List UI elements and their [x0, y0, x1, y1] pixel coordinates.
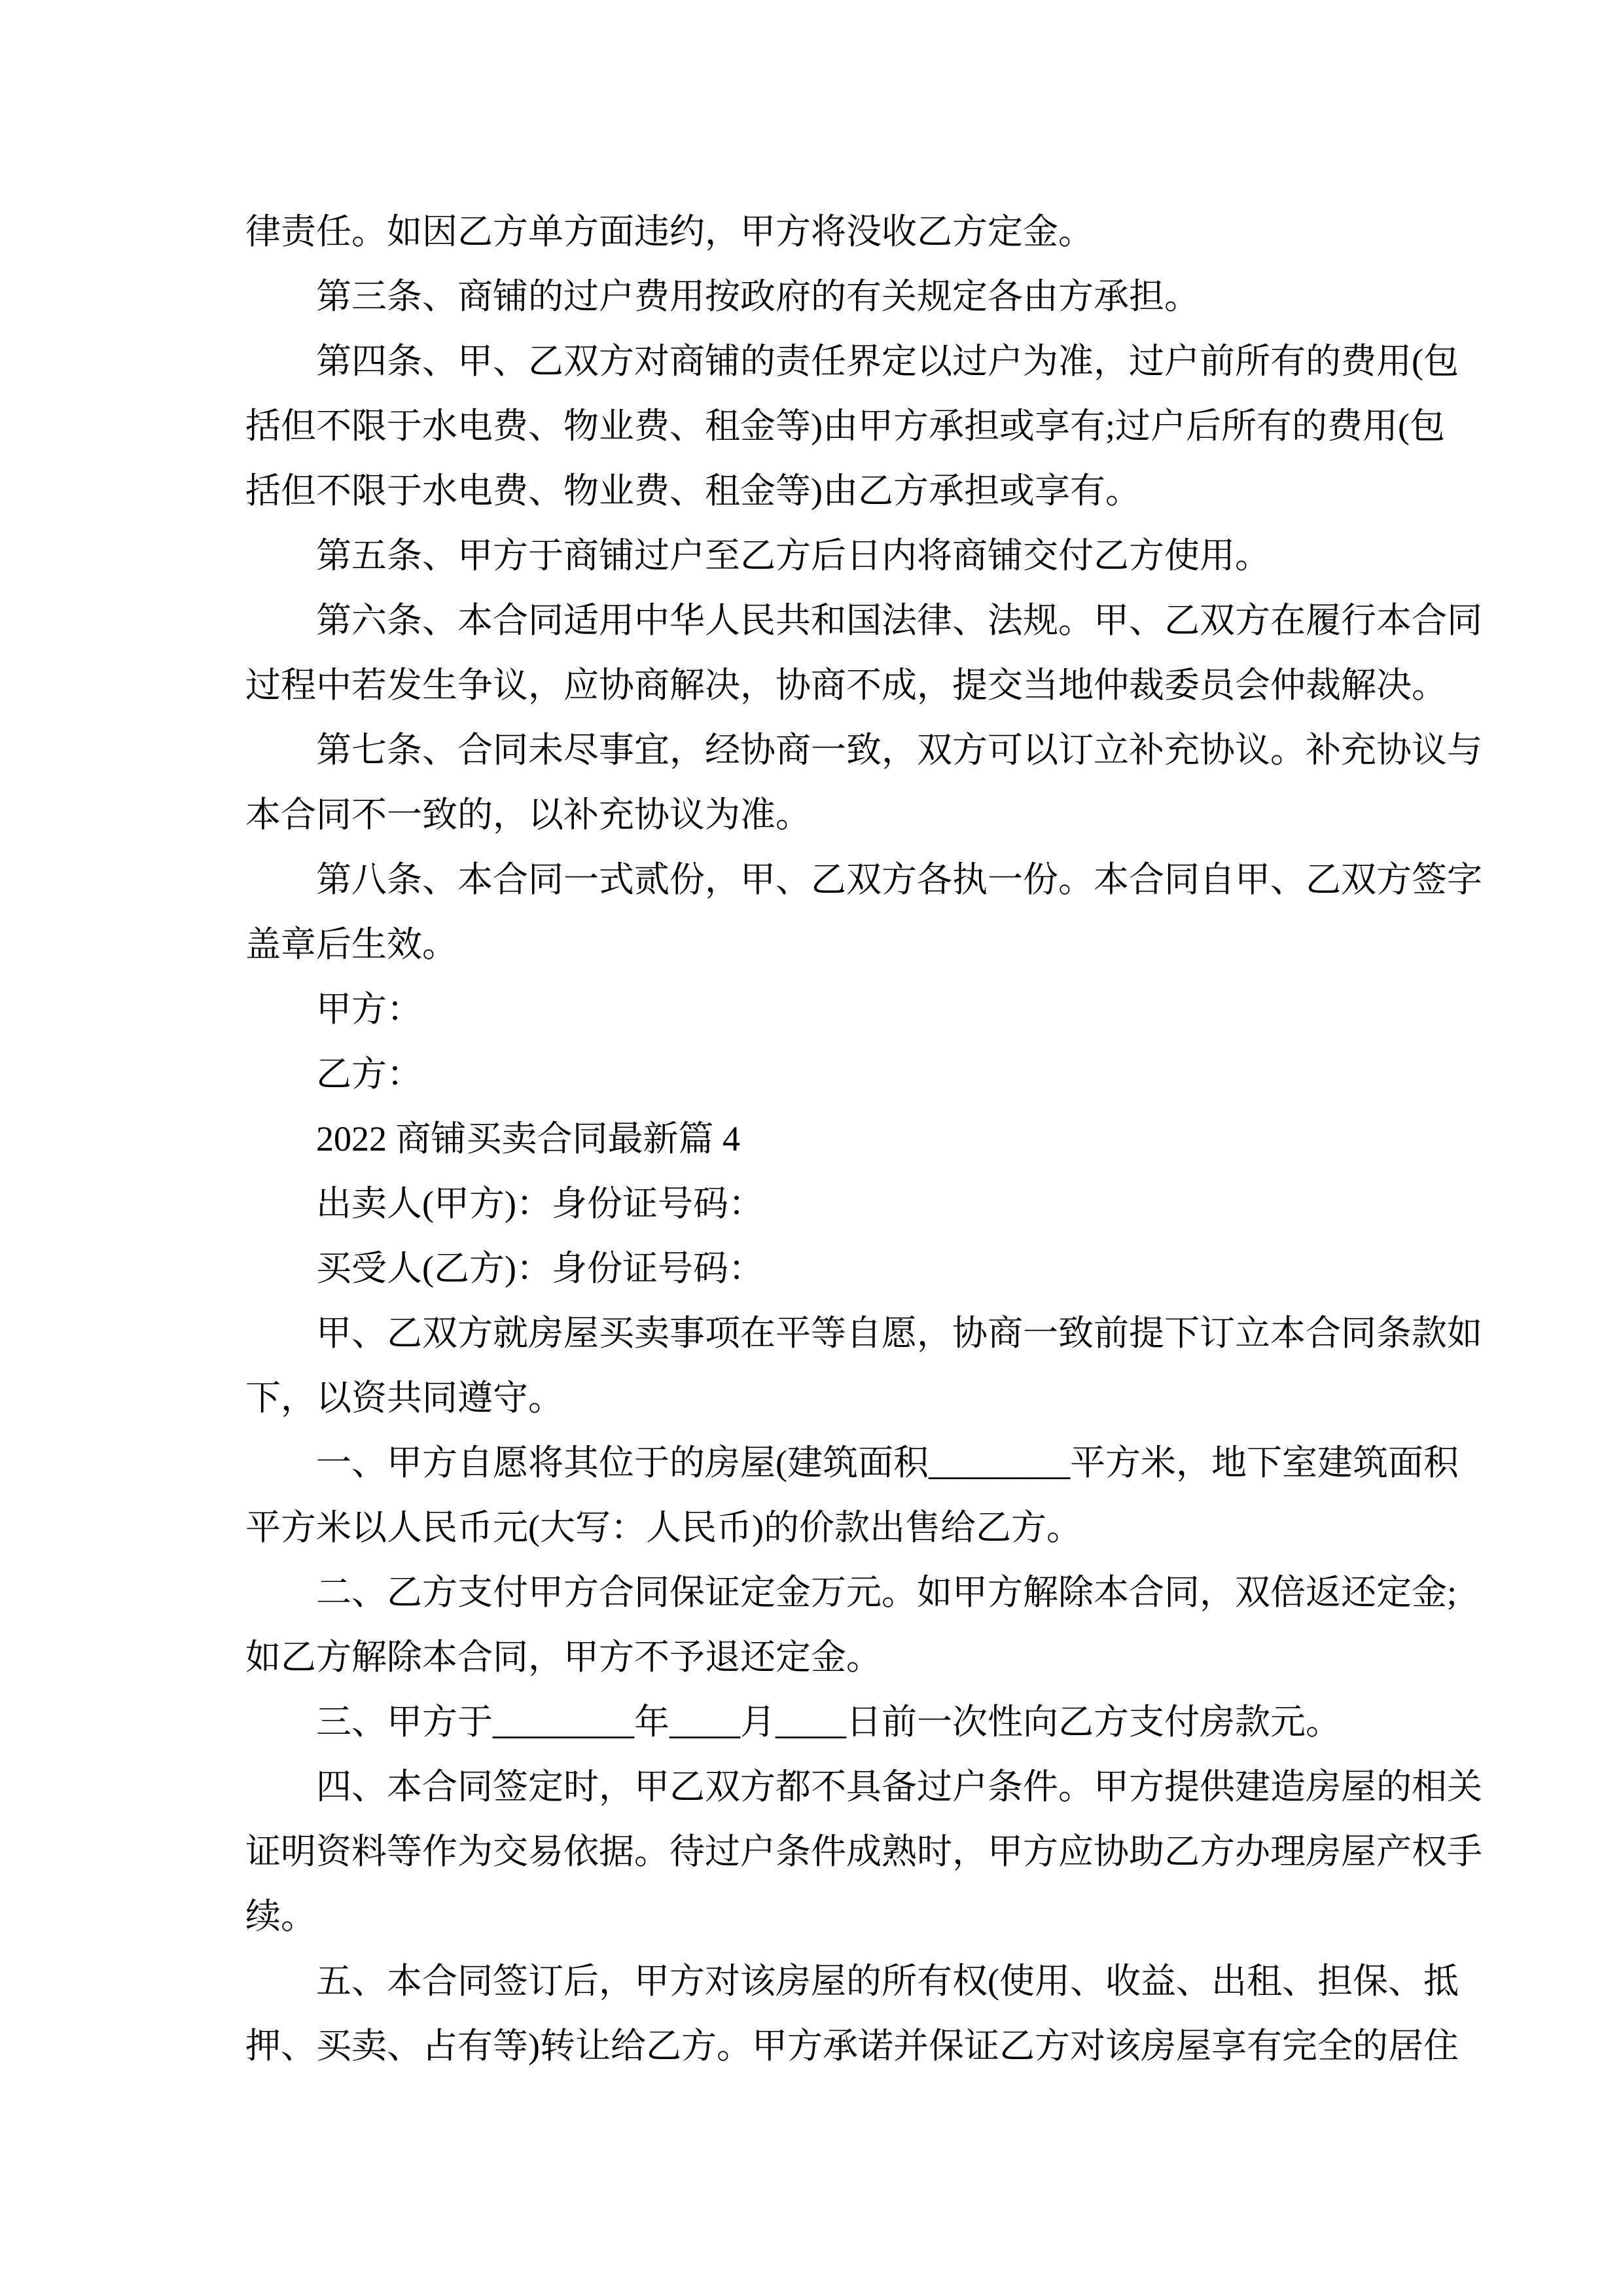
document-line: 律责任。如因乙方单方面违约，甲方将没收乙方定金。 [245, 212, 1094, 251]
document-line: 证明资料等作为交易依据。待过户条件成熟时，甲方应协助乙方办理房屋产权手 [245, 1832, 1482, 1871]
document-line: 买受人(乙方)：身份证号码： [316, 1249, 764, 1288]
document-line: 第七条、合同未尽事宜，经协商一致，双方可以订立补充协议。补充协议与 [316, 730, 1482, 770]
document-line: 甲方： [316, 990, 422, 1029]
document-line: 第五条、甲方于商铺过户至乙方后日内将商铺交付乙方使用。 [316, 536, 1270, 575]
document-line: 押、买卖、占有等)转让给乙方。甲方承诺并保证乙方对该房屋享有完全的居住 [245, 2026, 1459, 2066]
document-line: 平方米以人民币元(大写：人民币)的价款出售给乙方。 [245, 1508, 1082, 1547]
document-line: 本合同不一致的，以补充协议为准。 [245, 795, 811, 834]
document-line: 第八条、本合同一式贰份，甲、乙双方各执一份。本合同自甲、乙双方签字 [316, 860, 1482, 899]
document-line: 二、乙方支付甲方合同保证定金万元。如甲方解除本合同，双倍返还定金; [316, 1573, 1457, 1612]
document-line: 续。 [245, 1897, 316, 1936]
document-line: 括但不限于水电费、物业费、租金等)由甲方承担或享有;过户后所有的费用(包 [245, 406, 1445, 446]
document-line: 下，以资共同遵守。 [245, 1378, 563, 1418]
document-line: 2022 商铺买卖合同最新篇 4 [316, 1119, 740, 1158]
document-line: 四、本合同签定时，甲乙双方都不具备过户条件。甲方提供建造房屋的相关 [316, 1767, 1482, 1806]
document-line: 五、本合同签订后，甲方对该房屋的所有权(使用、收益、出租、担保、抵 [316, 1962, 1459, 2001]
document-line: 甲、乙双方就房屋买卖事项在平等自愿，协商一致前提下订立本合同条款如 [316, 1314, 1482, 1353]
document-line: 出卖人(甲方)：身份证号码： [316, 1184, 764, 1223]
document-line: 三、甲方于________年____月____日前一次性向乙方支付房款元。 [316, 1702, 1341, 1742]
document-line: 过程中若发生争议，应协商解决，协商不成，提交当地仲裁委员会仲裁解决。 [245, 666, 1447, 705]
document-line: 盖章后生效。 [245, 925, 457, 964]
document-line: 如乙方解除本合同，甲方不予退还定金。 [245, 1638, 882, 1677]
document-text-block [245, 200, 1482, 2079]
document-line: 第三条、商铺的过户费用按政府的有关规定各由方承担。 [316, 277, 1200, 316]
document-line: 乙方： [316, 1054, 422, 1094]
document-line: 括但不限于水电费、物业费、租金等)由乙方承担或享有。 [245, 471, 1141, 511]
document-line: 第四条、甲、乙双方对商铺的责任界定以过户为准，过户前所有的费用(包 [316, 342, 1459, 381]
document-line: 第六条、本合同适用中华人民共和国法律、法规。甲、乙双方在履行本合同 [316, 601, 1482, 640]
document-line: 一、甲方自愿将其位于的房屋(建筑面积________平方米，地下室建筑面积 [316, 1443, 1459, 1482]
